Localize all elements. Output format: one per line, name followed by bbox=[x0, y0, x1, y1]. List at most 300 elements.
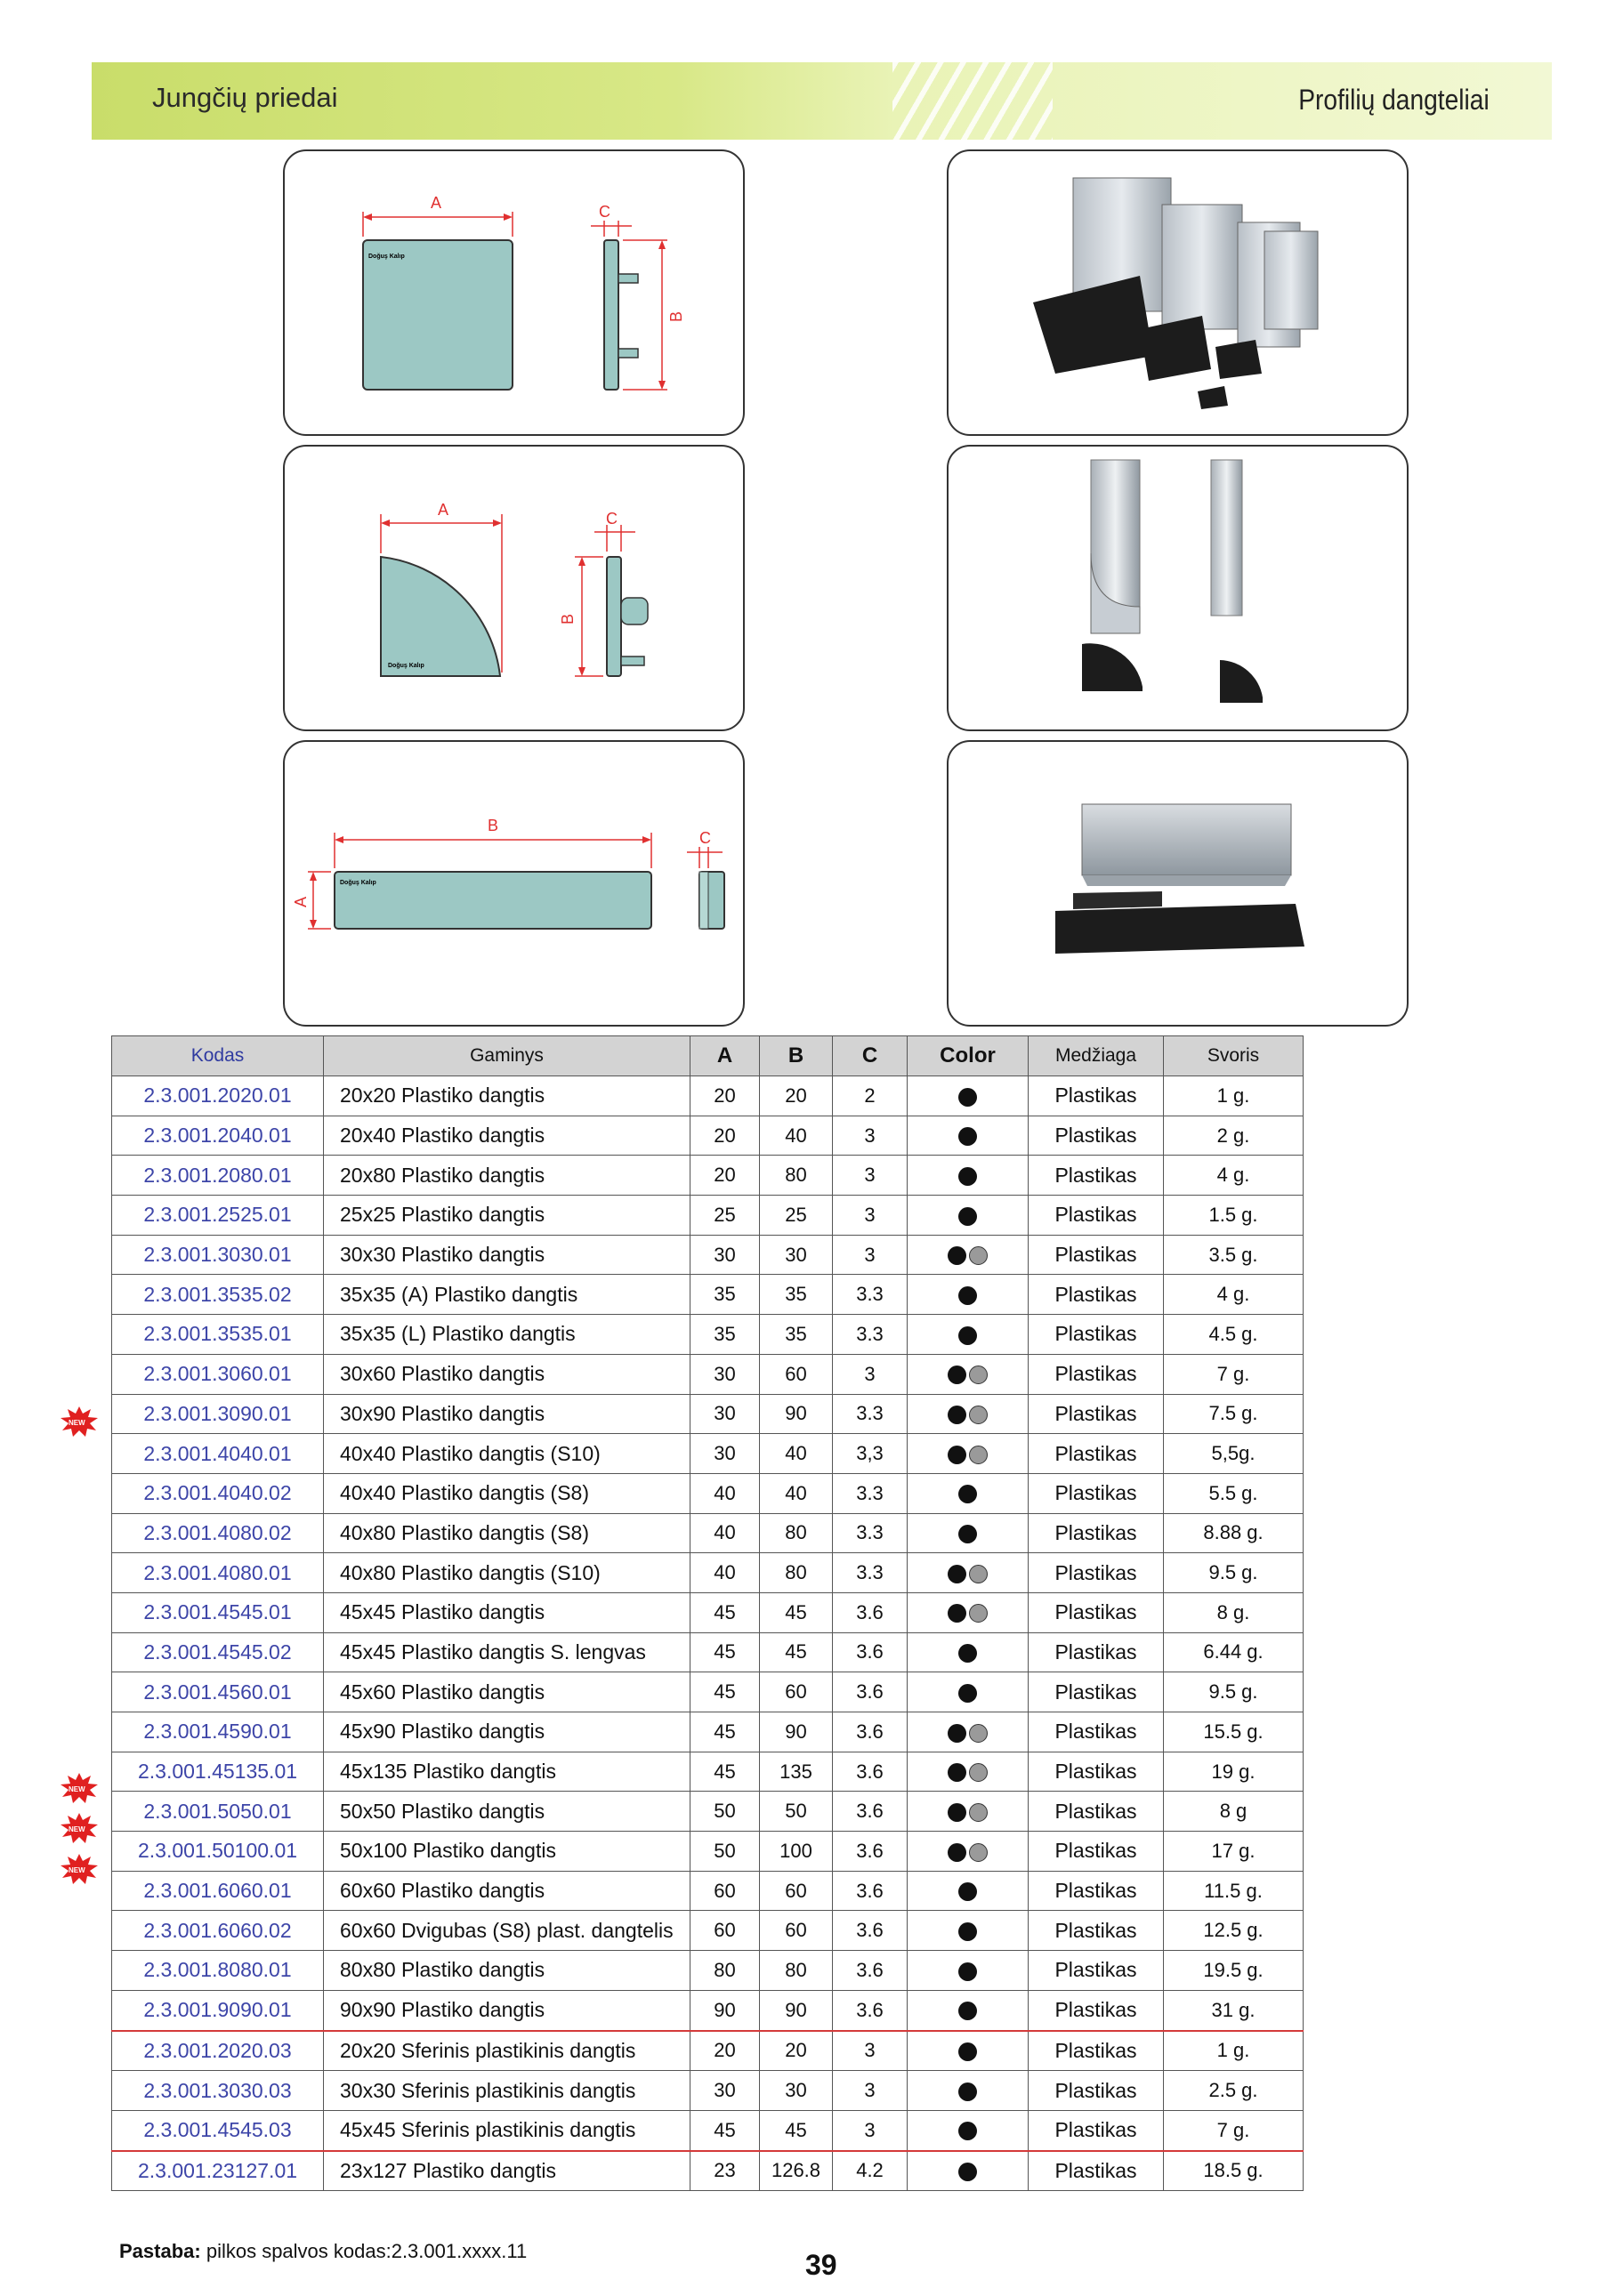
code: 2.3.001.3535.02 bbox=[112, 1275, 324, 1315]
color-cell bbox=[908, 1592, 1029, 1632]
grey-color-dot-icon bbox=[969, 1406, 988, 1424]
material-cell: Plastikas bbox=[1029, 1116, 1164, 1156]
dim-a-cell: 20 bbox=[690, 1156, 760, 1196]
code: 2.3.001.2080.01 bbox=[112, 1156, 324, 1196]
square-cap-drawing bbox=[285, 151, 743, 434]
black-color-dot-icon bbox=[958, 2122, 977, 2140]
footnote-label: Pastaba: bbox=[119, 2240, 201, 2262]
dim-b-cell: 90 bbox=[760, 1712, 833, 1752]
table-row bbox=[112, 1871, 1304, 1911]
dim-a-cell: 45 bbox=[690, 1592, 760, 1632]
dim-b-cell: 30 bbox=[760, 1235, 833, 1275]
dim-c-cell: 3.3 bbox=[833, 1394, 908, 1434]
product-name: 50x100 Plastiko dangtis bbox=[324, 1832, 690, 1872]
code: 2.3.001.3060.01 bbox=[112, 1354, 324, 1394]
color-cell bbox=[908, 1752, 1029, 1792]
dim-b-cell: 45 bbox=[760, 2110, 833, 2150]
black-color-dot-icon bbox=[958, 2042, 977, 2061]
color-cell bbox=[908, 2031, 1029, 2071]
dim-b-label: B bbox=[559, 613, 577, 624]
code: 2.3.001.2020.01 bbox=[112, 1076, 324, 1116]
svg-text:NEW: NEW bbox=[69, 1866, 85, 1874]
weight-cell: 6.44 g. bbox=[1164, 1632, 1304, 1672]
dim-c-cell: 3.6 bbox=[833, 1712, 908, 1752]
profiles-photo bbox=[949, 151, 1407, 434]
table-row bbox=[112, 1951, 1304, 1991]
black-color-dot-icon bbox=[958, 1525, 977, 1543]
table-row bbox=[112, 1792, 1304, 1832]
svg-text:NEW: NEW bbox=[69, 1419, 85, 1427]
weight-cell: 17 g. bbox=[1164, 1832, 1304, 1872]
material-cell: Plastikas bbox=[1029, 2071, 1164, 2111]
dim-b-cell: 40 bbox=[760, 1116, 833, 1156]
black-color-dot-icon bbox=[958, 1127, 977, 1146]
col-header-material: Medžiaga bbox=[1029, 1036, 1164, 1076]
dim-c-cell: 3 bbox=[833, 1156, 908, 1196]
color-cell bbox=[908, 1911, 1029, 1951]
dim-b-cell: 90 bbox=[760, 1394, 833, 1434]
col-header-color: Color bbox=[908, 1036, 1029, 1076]
black-color-dot-icon bbox=[958, 1882, 977, 1901]
table-row bbox=[112, 1832, 1304, 1872]
col-header-a: A bbox=[690, 1036, 760, 1076]
weight-cell: 15.5 g. bbox=[1164, 1712, 1304, 1752]
dim-b-cell: 90 bbox=[760, 1990, 833, 2030]
grey-color-dot-icon bbox=[969, 1763, 988, 1782]
photo-card-radius bbox=[947, 445, 1409, 731]
dim-a-cell: 25 bbox=[690, 1196, 760, 1236]
material-cell: Plastikas bbox=[1029, 1832, 1164, 1872]
product-name: 35x35 (A) Plastiko dangtis bbox=[324, 1275, 690, 1315]
dim-c-cell: 3.3 bbox=[833, 1513, 908, 1553]
long-cap-drawing bbox=[285, 742, 743, 1025]
black-color-dot-icon bbox=[948, 1763, 966, 1782]
material-cell: Plastikas bbox=[1029, 1911, 1164, 1951]
color-cell bbox=[908, 1116, 1029, 1156]
black-color-dot-icon bbox=[948, 1724, 966, 1743]
material-cell: Plastikas bbox=[1029, 1752, 1164, 1792]
col-header-c: C bbox=[833, 1036, 908, 1076]
grey-color-dot-icon bbox=[969, 1843, 988, 1862]
material-cell: Plastikas bbox=[1029, 1592, 1164, 1632]
dim-a-cell: 23 bbox=[690, 2151, 760, 2191]
page-number: 39 bbox=[805, 2249, 837, 2281]
product-name: 45x45 Sferinis plastikinis dangtis bbox=[324, 2110, 690, 2150]
material-cell: Plastikas bbox=[1029, 1951, 1164, 1991]
product-name: 45x45 Plastiko dangtis S. lengvas bbox=[324, 1632, 690, 1672]
table-header-row bbox=[112, 1036, 1304, 1076]
weight-cell: 8 g. bbox=[1164, 1592, 1304, 1632]
code: 2.3.001.4040.02 bbox=[112, 1473, 324, 1513]
material-cell: Plastikas bbox=[1029, 1672, 1164, 1712]
dim-b-cell: 30 bbox=[760, 2071, 833, 2111]
material-cell: Plastikas bbox=[1029, 2151, 1164, 2191]
code: 2.3.001.4545.02 bbox=[112, 1632, 324, 1672]
dim-c-cell: 3.3 bbox=[833, 1275, 908, 1315]
weight-cell: 7.5 g. bbox=[1164, 1394, 1304, 1434]
code: 2.3.001.3535.01 bbox=[112, 1315, 324, 1355]
photo-card-long bbox=[947, 740, 1409, 1027]
weight-cell: 19.5 g. bbox=[1164, 1951, 1304, 1991]
black-color-dot-icon bbox=[958, 1088, 977, 1107]
weight-cell: 4 g. bbox=[1164, 1275, 1304, 1315]
dim-c-cell: 3 bbox=[833, 1116, 908, 1156]
weight-cell: 5,5g. bbox=[1164, 1434, 1304, 1474]
code: 2.3.001.4080.01 bbox=[112, 1553, 324, 1593]
color-cell bbox=[908, 1235, 1029, 1275]
weight-cell: 8.88 g. bbox=[1164, 1513, 1304, 1553]
product-name: 23x127 Plastiko dangtis bbox=[324, 2151, 690, 2191]
drawing-card-square bbox=[283, 149, 745, 436]
dim-a-cell: 45 bbox=[690, 1672, 760, 1712]
dim-c-cell: 3.6 bbox=[833, 1832, 908, 1872]
product-name: 20x80 Plastiko dangtis bbox=[324, 1156, 690, 1196]
new-badge-icon bbox=[61, 1854, 98, 1884]
dim-c-cell: 3 bbox=[833, 1235, 908, 1275]
color-cell bbox=[908, 1315, 1029, 1355]
black-color-dot-icon bbox=[948, 1843, 966, 1862]
dim-b-cell: 60 bbox=[760, 1354, 833, 1394]
black-color-dot-icon bbox=[958, 1286, 977, 1305]
code: 2.3.001.3090.01 bbox=[112, 1394, 324, 1434]
product-name: 25x25 Plastiko dangtis bbox=[324, 1196, 690, 1236]
drawing-card-long bbox=[283, 740, 745, 1027]
dim-b-cell: 80 bbox=[760, 1156, 833, 1196]
code: 2.3.001.4560.01 bbox=[112, 1672, 324, 1712]
table-row bbox=[112, 2031, 1304, 2071]
dim-a-cell: 90 bbox=[690, 1990, 760, 2030]
code: 2.3.001.4080.02 bbox=[112, 1513, 324, 1553]
table-row bbox=[112, 1911, 1304, 1951]
weight-cell: 1.5 g. bbox=[1164, 1196, 1304, 1236]
color-cell bbox=[908, 1473, 1029, 1513]
svg-text:NEW: NEW bbox=[69, 1785, 85, 1793]
dim-c-cell: 3.6 bbox=[833, 1871, 908, 1911]
brand-label: Doğuş Kalıp bbox=[388, 663, 424, 669]
dim-a-cell: 30 bbox=[690, 1354, 760, 1394]
color-cell bbox=[908, 1354, 1029, 1394]
svg-text:NEW: NEW bbox=[69, 1825, 85, 1833]
dim-b-cell: 45 bbox=[760, 1592, 833, 1632]
dim-b-cell: 35 bbox=[760, 1315, 833, 1355]
grey-color-dot-icon bbox=[969, 1446, 988, 1464]
product-name: 80x80 Plastiko dangtis bbox=[324, 1951, 690, 1991]
new-badge-icon bbox=[61, 1406, 98, 1437]
material-cell: Plastikas bbox=[1029, 2031, 1164, 2071]
dim-a-cell: 35 bbox=[690, 1275, 760, 1315]
code: 2.3.001.6060.01 bbox=[112, 1871, 324, 1911]
product-name: 20x20 Plastiko dangtis bbox=[324, 1076, 690, 1116]
code: 2.3.001.2040.01 bbox=[112, 1116, 324, 1156]
black-color-dot-icon bbox=[958, 1644, 977, 1663]
table-row bbox=[112, 1513, 1304, 1553]
table-row bbox=[112, 1156, 1304, 1196]
dim-a-cell: 40 bbox=[690, 1473, 760, 1513]
black-color-dot-icon bbox=[958, 1922, 977, 1941]
page-title: Profilių dangteliai bbox=[1298, 84, 1490, 116]
code: 2.3.001.3030.01 bbox=[112, 1235, 324, 1275]
black-color-dot-icon bbox=[958, 1684, 977, 1703]
dim-c-cell: 3.6 bbox=[833, 1911, 908, 1951]
table-row bbox=[112, 1473, 1304, 1513]
color-cell bbox=[908, 1712, 1029, 1752]
dim-c-cell: 3.6 bbox=[833, 1592, 908, 1632]
drawing-card-radius bbox=[283, 445, 745, 731]
product-name: 40x40 Plastiko dangtis (S10) bbox=[324, 1434, 690, 1474]
page-header bbox=[92, 62, 1552, 140]
grey-color-dot-icon bbox=[969, 1366, 988, 1384]
color-cell bbox=[908, 2071, 1029, 2111]
dim-c-cell: 3.3 bbox=[833, 1315, 908, 1355]
dim-c-cell: 3 bbox=[833, 2071, 908, 2111]
table-row bbox=[112, 1235, 1304, 1275]
dim-c-cell: 3.6 bbox=[833, 1990, 908, 2030]
dim-c-cell: 3.6 bbox=[833, 1672, 908, 1712]
dim-a-cell: 80 bbox=[690, 1951, 760, 1991]
dim-c-cell: 3.3 bbox=[833, 1473, 908, 1513]
code: 2.3.001.8080.01 bbox=[112, 1951, 324, 1991]
dim-b-cell: 60 bbox=[760, 1911, 833, 1951]
table-row bbox=[112, 1712, 1304, 1752]
code: 2.3.001.9090.01 bbox=[112, 1990, 324, 2030]
dim-c-cell: 2 bbox=[833, 1076, 908, 1116]
code: 2.3.001.6060.02 bbox=[112, 1911, 324, 1951]
product-name: 45x60 Plastiko dangtis bbox=[324, 1672, 690, 1712]
dim-a-cell: 45 bbox=[690, 1632, 760, 1672]
table-row bbox=[112, 1275, 1304, 1315]
long-profile-photo bbox=[949, 742, 1407, 1025]
dim-c-cell: 4.2 bbox=[833, 2151, 908, 2191]
color-cell bbox=[908, 1275, 1029, 1315]
code: 2.3.001.2525.01 bbox=[112, 1196, 324, 1236]
product-name: 20x40 Plastiko dangtis bbox=[324, 1116, 690, 1156]
table-row bbox=[112, 1394, 1304, 1434]
grey-color-dot-icon bbox=[969, 1724, 988, 1743]
product-name: 60x60 Dvigubas (S8) plast. dangtelis bbox=[324, 1911, 690, 1951]
brand-label: Doğuş Kalıp bbox=[368, 254, 405, 260]
product-name: 50x50 Plastiko dangtis bbox=[324, 1792, 690, 1832]
material-cell: Plastikas bbox=[1029, 1076, 1164, 1116]
dim-c-cell: 3 bbox=[833, 2110, 908, 2150]
code: 2.3.001.4590.01 bbox=[112, 1712, 324, 1752]
black-color-dot-icon bbox=[948, 1366, 966, 1384]
footnote bbox=[119, 2240, 527, 2263]
dim-a-cell: 30 bbox=[690, 1434, 760, 1474]
black-color-dot-icon bbox=[948, 1803, 966, 1822]
weight-cell: 18.5 g. bbox=[1164, 2151, 1304, 2191]
code: 2.3.001.4545.01 bbox=[112, 1592, 324, 1632]
dim-a-cell: 50 bbox=[690, 1832, 760, 1872]
black-color-dot-icon bbox=[948, 1246, 966, 1265]
color-cell bbox=[908, 1196, 1029, 1236]
dim-a-cell: 45 bbox=[690, 1712, 760, 1752]
material-cell: Plastikas bbox=[1029, 1990, 1164, 2030]
color-cell bbox=[908, 2151, 1029, 2191]
black-color-dot-icon bbox=[948, 1604, 966, 1623]
color-cell bbox=[908, 1832, 1029, 1872]
code: 2.3.001.4545.03 bbox=[112, 2110, 324, 2150]
black-color-dot-icon bbox=[958, 1962, 977, 1981]
table-row bbox=[112, 2151, 1304, 2191]
color-cell bbox=[908, 1156, 1029, 1196]
product-name: 30x30 Sferinis plastikinis dangtis bbox=[324, 2071, 690, 2111]
table-row bbox=[112, 1315, 1304, 1355]
product-name: 30x90 Plastiko dangtis bbox=[324, 1394, 690, 1434]
weight-cell: 3.5 g. bbox=[1164, 1235, 1304, 1275]
code: 2.3.001.2020.03 bbox=[112, 2031, 324, 2071]
black-color-dot-icon bbox=[948, 1406, 966, 1424]
material-cell: Plastikas bbox=[1029, 1792, 1164, 1832]
col-header-product: Gaminys bbox=[324, 1036, 690, 1076]
material-cell: Plastikas bbox=[1029, 1632, 1164, 1672]
color-cell bbox=[908, 1951, 1029, 1991]
col-header-code: Kodas bbox=[112, 1036, 324, 1076]
new-badge-icon bbox=[61, 1813, 98, 1843]
dim-a-cell: 20 bbox=[690, 1076, 760, 1116]
color-cell bbox=[908, 1792, 1029, 1832]
table-row bbox=[112, 1076, 1304, 1116]
dim-a-cell: 30 bbox=[690, 2071, 760, 2111]
dim-c-cell: 3.6 bbox=[833, 1792, 908, 1832]
color-cell bbox=[908, 2110, 1029, 2150]
weight-cell: 9.5 g. bbox=[1164, 1672, 1304, 1712]
product-name: 45x135 Plastiko dangtis bbox=[324, 1752, 690, 1792]
color-cell bbox=[908, 1434, 1029, 1474]
table-row bbox=[112, 1990, 1304, 2030]
weight-cell: 7 g. bbox=[1164, 1354, 1304, 1394]
table-row bbox=[112, 2110, 1304, 2150]
col-header-weight: Svoris bbox=[1164, 1036, 1304, 1076]
dim-c-label: C bbox=[699, 829, 711, 847]
radius-profiles-photo bbox=[949, 447, 1407, 729]
material-cell: Plastikas bbox=[1029, 1235, 1164, 1275]
table-row bbox=[112, 1553, 1304, 1593]
dim-b-cell: 50 bbox=[760, 1792, 833, 1832]
dim-b-label: B bbox=[667, 310, 685, 322]
dim-b-cell: 60 bbox=[760, 1672, 833, 1712]
dim-b-cell: 80 bbox=[760, 1553, 833, 1593]
weight-cell: 7 g. bbox=[1164, 2110, 1304, 2150]
table-row bbox=[112, 1354, 1304, 1394]
dim-c-cell: 3,3 bbox=[833, 1434, 908, 1474]
dim-a-cell: 45 bbox=[690, 2110, 760, 2150]
new-badge-icon bbox=[61, 1773, 98, 1803]
material-cell: Plastikas bbox=[1029, 2110, 1164, 2150]
material-cell: Plastikas bbox=[1029, 1434, 1164, 1474]
dim-c-cell: 3 bbox=[833, 1354, 908, 1394]
dim-b-cell: 80 bbox=[760, 1951, 833, 1991]
color-cell bbox=[908, 1990, 1029, 2030]
col-header-b: B bbox=[760, 1036, 833, 1076]
dim-a-cell: 40 bbox=[690, 1553, 760, 1593]
weight-cell: 19 g. bbox=[1164, 1752, 1304, 1792]
grey-color-dot-icon bbox=[969, 1803, 988, 1822]
material-cell: Plastikas bbox=[1029, 1394, 1164, 1434]
code: 2.3.001.4040.01 bbox=[112, 1434, 324, 1474]
radius-cap-drawing bbox=[285, 447, 743, 729]
black-color-dot-icon bbox=[958, 1207, 977, 1226]
black-color-dot-icon bbox=[958, 1326, 977, 1345]
code: 2.3.001.3030.03 bbox=[112, 2071, 324, 2111]
dim-b-cell: 40 bbox=[760, 1434, 833, 1474]
dim-a-cell: 40 bbox=[690, 1513, 760, 1553]
dim-a-label: A bbox=[431, 194, 442, 212]
dim-b-cell: 126.8 bbox=[760, 2151, 833, 2191]
material-cell: Plastikas bbox=[1029, 1196, 1164, 1236]
material-cell: Plastikas bbox=[1029, 1871, 1164, 1911]
dim-c-cell: 3 bbox=[833, 2031, 908, 2071]
weight-cell: 31 g. bbox=[1164, 1990, 1304, 2030]
dim-b-cell: 45 bbox=[760, 1632, 833, 1672]
dim-a-cell: 60 bbox=[690, 1911, 760, 1951]
dim-c-label: C bbox=[599, 203, 610, 221]
grey-color-dot-icon bbox=[969, 1604, 988, 1623]
material-cell: Plastikas bbox=[1029, 1275, 1164, 1315]
product-name: 45x45 Plastiko dangtis bbox=[324, 1592, 690, 1632]
dim-a-cell: 45 bbox=[690, 1752, 760, 1792]
dim-c-cell: 3.3 bbox=[833, 1553, 908, 1593]
code: 2.3.001.45135.01 bbox=[112, 1752, 324, 1792]
product-name: 90x90 Plastiko dangtis bbox=[324, 1990, 690, 2030]
dim-c-cell: 3.6 bbox=[833, 1632, 908, 1672]
weight-cell: 9.5 g. bbox=[1164, 1553, 1304, 1593]
dim-c-cell: 3.6 bbox=[833, 1951, 908, 1991]
material-cell: Plastikas bbox=[1029, 1156, 1164, 1196]
table-row bbox=[112, 1672, 1304, 1712]
dim-c-cell: 3.6 bbox=[833, 1752, 908, 1792]
dim-a-cell: 50 bbox=[690, 1792, 760, 1832]
weight-cell: 2.5 g. bbox=[1164, 2071, 1304, 2111]
brand-label: Doğuş Kalıp bbox=[340, 880, 376, 886]
dim-a-cell: 20 bbox=[690, 2031, 760, 2071]
color-cell bbox=[908, 1672, 1029, 1712]
dim-a-cell: 35 bbox=[690, 1315, 760, 1355]
color-cell bbox=[908, 1394, 1029, 1434]
black-color-dot-icon bbox=[948, 1446, 966, 1464]
table-row bbox=[112, 1196, 1304, 1236]
dim-a-cell: 30 bbox=[690, 1235, 760, 1275]
weight-cell: 4.5 g. bbox=[1164, 1315, 1304, 1355]
black-color-dot-icon bbox=[958, 2163, 977, 2181]
black-color-dot-icon bbox=[958, 2002, 977, 2020]
table-row bbox=[112, 1434, 1304, 1474]
table-row bbox=[112, 1752, 1304, 1792]
product-name: 20x20 Sferinis plastikinis dangtis bbox=[324, 2031, 690, 2071]
product-name: 40x80 Plastiko dangtis (S10) bbox=[324, 1553, 690, 1593]
product-name: 30x30 Plastiko dangtis bbox=[324, 1235, 690, 1275]
dim-b-cell: 25 bbox=[760, 1196, 833, 1236]
dim-a-label: A bbox=[292, 896, 310, 907]
dim-a-cell: 60 bbox=[690, 1871, 760, 1911]
weight-cell: 1 g. bbox=[1164, 2031, 1304, 2071]
footnote-text: pilkos spalvos kodas:2.3.001.xxxx.11 bbox=[200, 2240, 528, 2262]
code: 2.3.001.50100.01 bbox=[112, 1832, 324, 1872]
product-name: 40x80 Plastiko dangtis (S8) bbox=[324, 1513, 690, 1553]
code: 2.3.001.5050.01 bbox=[112, 1792, 324, 1832]
color-cell bbox=[908, 1513, 1029, 1553]
photo-card-profiles bbox=[947, 149, 1409, 436]
table-row bbox=[112, 1632, 1304, 1672]
dim-b-cell: 100 bbox=[760, 1832, 833, 1872]
weight-cell: 8 g bbox=[1164, 1792, 1304, 1832]
weight-cell: 2 g. bbox=[1164, 1116, 1304, 1156]
material-cell: Plastikas bbox=[1029, 1354, 1164, 1394]
dim-c-cell: 3 bbox=[833, 1196, 908, 1236]
table-row bbox=[112, 2071, 1304, 2111]
dim-c-label: C bbox=[606, 510, 618, 528]
dim-a-cell: 20 bbox=[690, 1116, 760, 1156]
product-name: 60x60 Plastiko dangtis bbox=[324, 1871, 690, 1911]
